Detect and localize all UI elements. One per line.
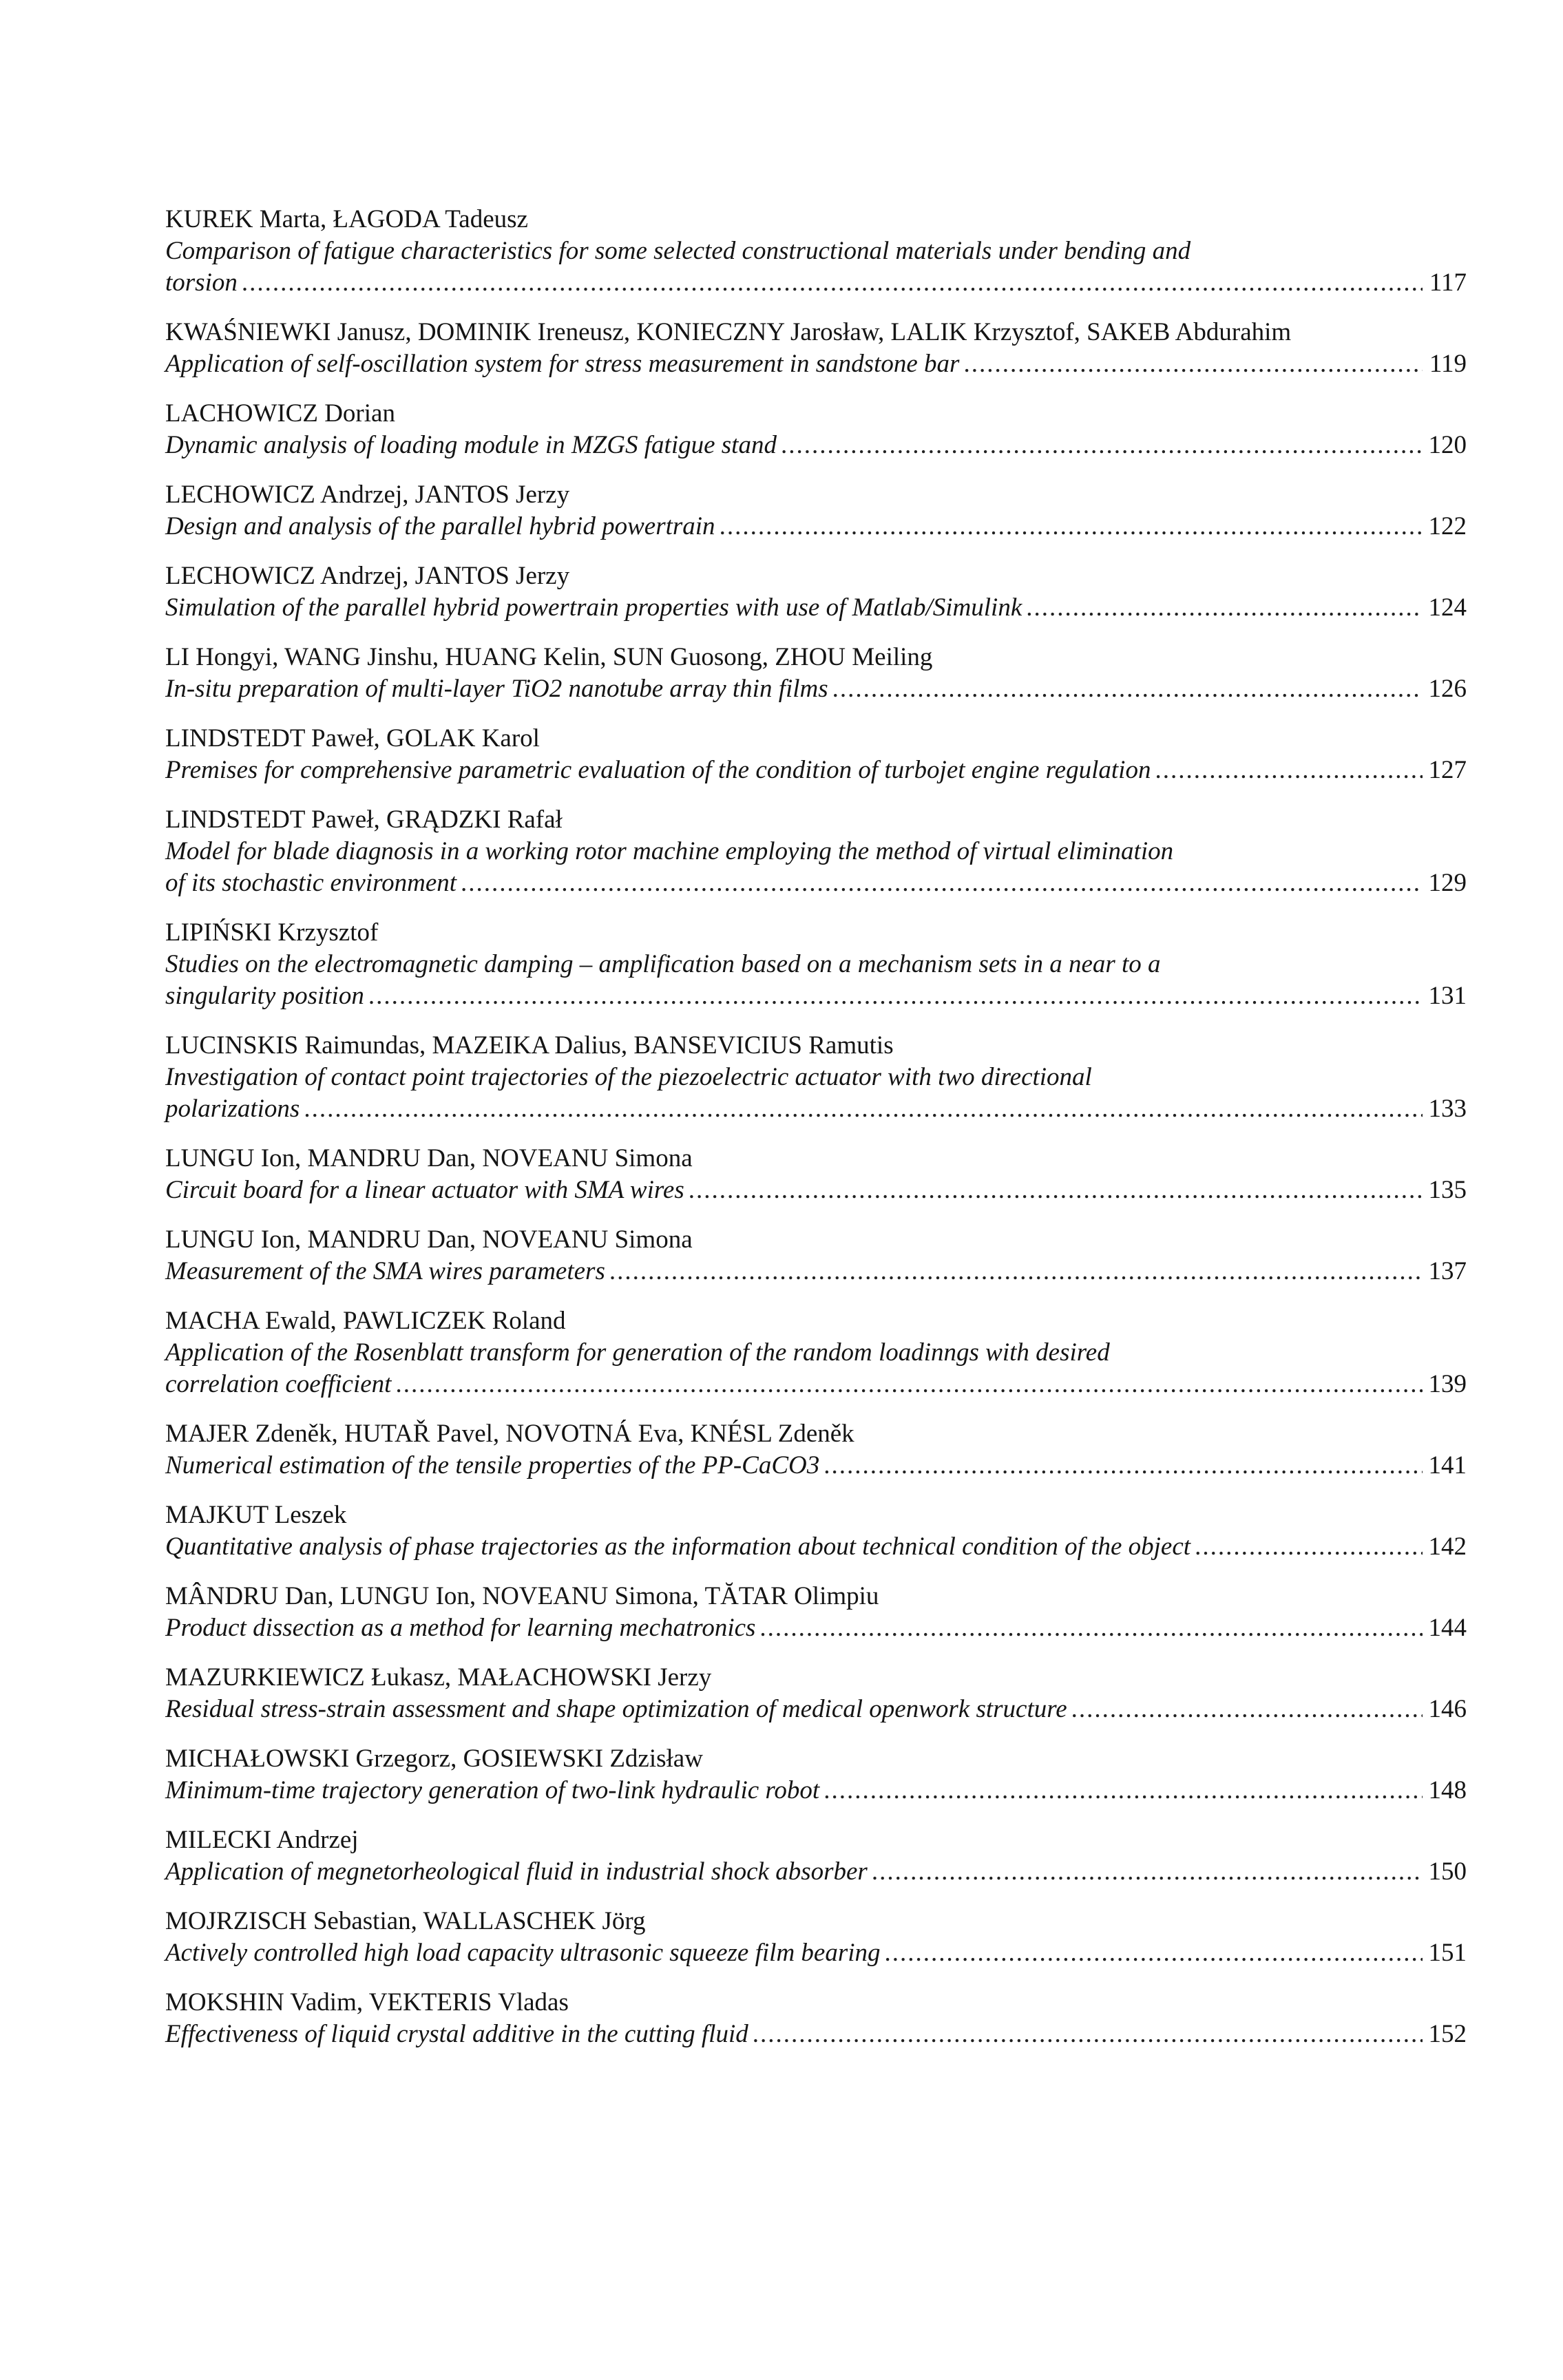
- entry-title-end: Design and analysis of the parallel hybrid powertrain: [165, 512, 715, 540]
- page-number: 152: [1428, 2020, 1467, 2048]
- toc-entry: [165, 723, 1467, 786]
- leader-dots: [395, 1369, 1423, 1400]
- entry-title-end: Simulation of the parallel hybrid powertrain properties with use of Matlab/Simulink: [165, 593, 1022, 622]
- entry-authors: LIPIŃSKI Krzysztof: [165, 918, 379, 947]
- leader-dots: [242, 267, 1423, 299]
- entry-authors: MOKSHIN Vadim, VEKTERIS Vladas: [165, 1988, 569, 2016]
- leader-dots: [872, 1856, 1423, 1888]
- toc-entry: [165, 1143, 1467, 1206]
- page-number: 150: [1428, 1857, 1467, 1886]
- toc-entry: [165, 1418, 1467, 1482]
- page-number: 120: [1428, 431, 1467, 459]
- toc-entry: [165, 398, 1467, 461]
- entry-title-end: Actively controlled high load capacity ultrasonic squeeze film bearing: [165, 1939, 881, 1967]
- toc-entry: [165, 1906, 1467, 1969]
- page-number: 151: [1428, 1939, 1467, 1967]
- entry-authors: LUNGU Ion, MANDRU Dan, NOVEANU Simona: [165, 1225, 693, 1254]
- entry-authors: LINDSTEDT Paweł, GRĄDZKI Rafał: [165, 805, 563, 834]
- leader-dots: [689, 1175, 1423, 1206]
- entry-title-end: singularity position: [165, 982, 364, 1010]
- toc-entry: [165, 1743, 1467, 1807]
- page-number: 127: [1428, 756, 1467, 784]
- page-number: 126: [1428, 675, 1467, 703]
- entry-authors: LI Hongyi, WANG Jinshu, HUANG Kelin, SUN Guosong, ZHOU Meiling: [165, 643, 933, 671]
- leader-dots: [885, 1937, 1423, 1969]
- page-number: 146: [1428, 1695, 1467, 1723]
- entry-title-end: In-situ preparation of multi-layer TiO2 nanotube array thin films: [165, 675, 828, 703]
- page-number: 144: [1428, 1614, 1467, 1642]
- entry-authors: MAJKUT Leszek: [165, 1501, 347, 1529]
- entry-authors: MICHAŁOWSKI Grzegorz, GOSIEWSKI Zdzisław: [165, 1745, 703, 1773]
- toc-entry: [165, 479, 1467, 543]
- entry-title-line: Investigation of contact point trajectories of the piezoelectric actuator with two directional: [165, 1063, 1092, 1091]
- page-number: 122: [1428, 512, 1467, 540]
- leader-dots: [720, 511, 1423, 543]
- toc-entry: [165, 204, 1467, 299]
- page-number: 129: [1428, 869, 1467, 897]
- toc-entry: [165, 1581, 1467, 1644]
- leader-dots: [1155, 755, 1423, 786]
- entry-title-line: Comparison of fatigue characteristics for some selected constructional materials under bending and: [165, 237, 1191, 265]
- entry-title-end: Dynamic analysis of loading module in MZGS fatigue stand: [165, 431, 777, 459]
- page-number: 133: [1428, 1095, 1467, 1123]
- entry-title-end: polarizations: [165, 1095, 300, 1123]
- entry-authors: MAJER Zdeněk, HUTAŘ Pavel, NOVOTNÁ Eva, KNÉSL Zdeněk: [165, 1420, 854, 1448]
- toc-entry: [165, 1499, 1467, 1563]
- toc-entry: [165, 1987, 1467, 2050]
- toc-entry: [165, 1662, 1467, 1725]
- entry-authors: KWAŚNIEWKI Janusz, DOMINIK Ireneusz, KONIECZNY Jarosław, LALIK Krzysztof, SAKEB Abdurahim: [165, 318, 1292, 346]
- entry-authors: LECHOWICZ Andrzej, JANTOS Jerzy: [165, 562, 570, 590]
- toc-entry: [165, 1305, 1467, 1400]
- toc-entry: [165, 1224, 1467, 1287]
- leader-dots: [368, 980, 1423, 1012]
- page-number: 135: [1428, 1176, 1467, 1204]
- page-number: 119: [1429, 350, 1467, 378]
- entry-title-end: of its stochastic environment: [165, 869, 457, 897]
- entry-authors: LUNGU Ion, MANDRU Dan, NOVEANU Simona: [165, 1144, 693, 1172]
- entry-authors: MILECKI Andrzej: [165, 1826, 359, 1854]
- leader-dots: [753, 2019, 1423, 2050]
- entry-title-end: Measurement of the SMA wires parameters: [165, 1257, 605, 1285]
- entry-title-end: Premises for comprehensive parametric evaluation of the condition of turbojet engine regulation: [165, 756, 1151, 784]
- toc-entry: [165, 642, 1467, 705]
- page-number: 148: [1428, 1776, 1467, 1804]
- leader-dots: [1071, 1694, 1423, 1725]
- entry-authors: LACHOWICZ Dorian: [165, 399, 395, 428]
- toc-entry: [165, 917, 1467, 1012]
- toc-entry: [165, 804, 1467, 899]
- entry-title-line: Application of the Rosenblatt transform for generation of the random loadinngs with desired: [165, 1338, 1110, 1367]
- entry-title-end: Quantitative analysis of phase trajectories as the information about technical condition of the object: [165, 1533, 1191, 1561]
- entry-authors: MOJRZISCH Sebastian, WALLASCHEK Jörg: [165, 1907, 646, 1935]
- entry-title-end: Minimum-time trajectory generation of two-link hydraulic robot: [165, 1776, 820, 1804]
- leader-dots: [832, 673, 1423, 705]
- entry-title-end: torsion: [165, 268, 238, 297]
- page-number: 124: [1428, 593, 1467, 622]
- leader-dots: [824, 1775, 1423, 1807]
- toc-entry: [165, 1824, 1467, 1888]
- leader-dots: [781, 430, 1423, 461]
- leader-dots: [1195, 1531, 1423, 1563]
- page-number: 131: [1428, 982, 1467, 1010]
- entry-title-end: correlation coefficient: [165, 1370, 392, 1398]
- entry-title-line: Model for blade diagnosis in a working rotor machine employing the method of virtual elimination: [165, 837, 1174, 865]
- entry-authors: MÂNDRU Dan, LUNGU Ion, NOVEANU Simona, TĂTAR Olimpiu: [165, 1582, 879, 1610]
- leader-dots: [1026, 592, 1423, 624]
- leader-dots: [461, 867, 1423, 899]
- entry-title-end: Application of self-oscillation system for stress measurement in sandstone bar: [165, 350, 960, 378]
- leader-dots: [304, 1093, 1423, 1125]
- page-number: 141: [1428, 1451, 1467, 1479]
- page-number: 142: [1428, 1533, 1467, 1561]
- entry-authors: LINDSTEDT Paweł, GOLAK Karol: [165, 724, 540, 752]
- page-number: 139: [1428, 1370, 1467, 1398]
- leader-dots: [609, 1256, 1423, 1287]
- table-of-contents: [165, 204, 1467, 2068]
- entry-authors: MACHA Ewald, PAWLICZEK Roland: [165, 1307, 566, 1335]
- entry-title-end: Application of megnetorheological fluid in industrial shock absorber: [165, 1857, 868, 1886]
- entry-title-end: Numerical estimation of the tensile properties of the PP-CaCO3: [165, 1451, 820, 1479]
- entry-authors: MAZURKIEWICZ Łukasz, MAŁACHOWSKI Jerzy: [165, 1663, 712, 1692]
- toc-entry: [165, 317, 1467, 380]
- leader-dots: [824, 1450, 1423, 1482]
- page-number: 137: [1428, 1257, 1467, 1285]
- leader-dots: [759, 1612, 1423, 1644]
- entry-authors: LECHOWICZ Andrzej, JANTOS Jerzy: [165, 481, 570, 509]
- leader-dots: [963, 348, 1423, 380]
- entry-title-line: Studies on the electromagnetic damping – amplification based on a mechanism sets in a near to a: [165, 950, 1161, 978]
- toc-entry: [165, 1030, 1467, 1125]
- entry-title-end: Circuit board for a linear actuator with SMA wires: [165, 1176, 684, 1204]
- entry-authors: KUREK Marta, ŁAGODA Tadeusz: [165, 205, 528, 233]
- entry-title-end: Product dissection as a method for learning mechatronics: [165, 1614, 756, 1642]
- page-number: 117: [1429, 268, 1467, 297]
- entry-authors: LUCINSKIS Raimundas, MAZEIKA Dalius, BANSEVICIUS Ramutis: [165, 1031, 894, 1060]
- entry-title-end: Effectiveness of liquid crystal additive in the cutting fluid: [165, 2020, 748, 2048]
- entry-title-end: Residual stress-strain assessment and shape optimization of medical openwork structure: [165, 1695, 1067, 1723]
- toc-entry: [165, 560, 1467, 624]
